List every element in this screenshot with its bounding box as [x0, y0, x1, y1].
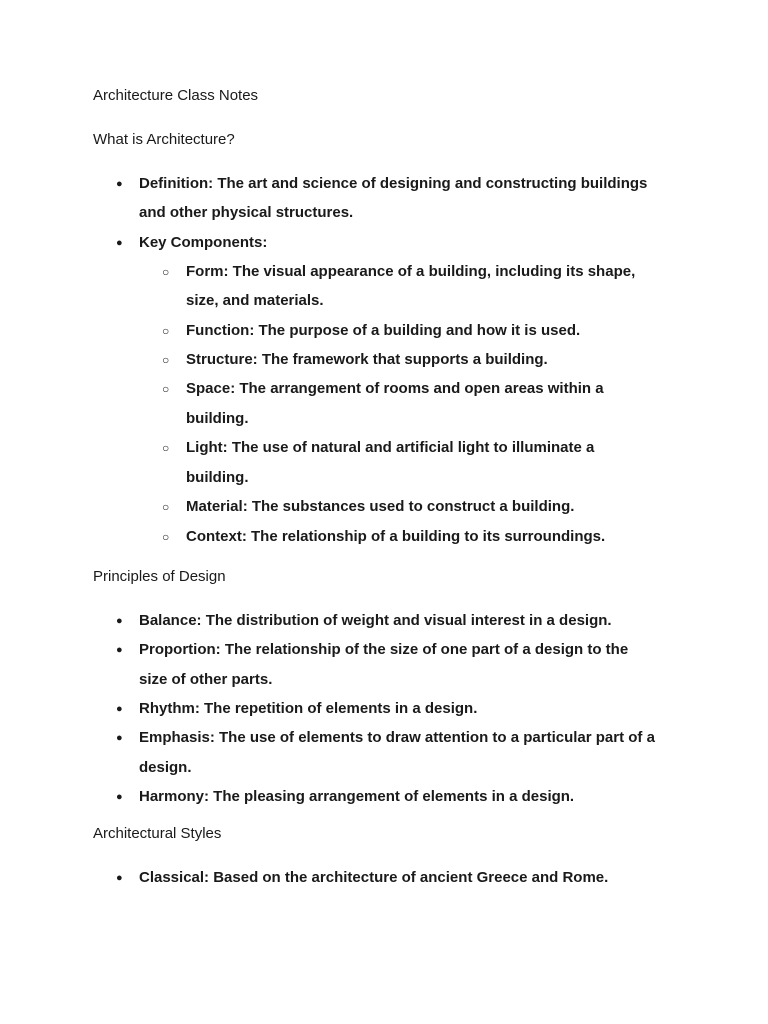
bullet-hollow-icon: ○ [162, 353, 170, 367]
sublist-item-space-cont: building. [186, 410, 249, 427]
bullet-filled-icon: ● [116, 872, 123, 884]
sublist-item-context: Context: The relationship of a building to its surroundings. [186, 528, 606, 545]
section-heading-principles-of-design: Principles of Design [93, 568, 226, 585]
sublist-item-form: Form: The visual appearance of a building, including its shape, [186, 263, 636, 280]
document-title: Architecture Class Notes [93, 87, 259, 104]
bullet-hollow-icon: ○ [162, 382, 170, 396]
bullet-filled-icon: ● [116, 703, 123, 715]
list-item-emphasis-cont: design. [139, 759, 192, 776]
list-item-emphasis: Emphasis: The use of elements to draw attention to a particular part of a [139, 729, 655, 746]
list-item-proportion-cont: size of other parts. [139, 671, 273, 688]
bullet-filled-icon: ● [116, 178, 123, 190]
list-item-definition: Definition: The art and science of designing and constructing buildings [139, 175, 648, 192]
sublist-item-space: Space: The arrangement of rooms and open areas within a [186, 380, 604, 397]
bullet-filled-icon: ● [116, 644, 123, 656]
bullet-filled-icon: ● [116, 732, 123, 744]
sublist-item-form-cont: size, and materials. [186, 292, 324, 309]
list-item-balance: Balance: The distribution of weight and visual interest in a design. [139, 612, 612, 629]
bullet-filled-icon: ● [116, 237, 123, 249]
sublist-item-material: Material: The substances used to construct a building. [186, 498, 575, 515]
bullet-hollow-icon: ○ [162, 530, 170, 544]
list-item-key-components: Key Components: [139, 234, 268, 251]
section-heading-architectural-styles: Architectural Styles [93, 825, 222, 842]
bullet-hollow-icon: ○ [162, 265, 170, 279]
bullet-hollow-icon: ○ [162, 441, 170, 455]
sublist-item-function: Function: The purpose of a building and how it is used. [186, 322, 581, 339]
bullet-filled-icon: ● [116, 791, 123, 803]
bullet-hollow-icon: ○ [162, 500, 170, 514]
list-item-classical: Classical: Based on the architecture of ancient Greece and Rome. [139, 869, 609, 886]
list-item-definition-cont: and other physical structures. [139, 204, 354, 221]
bullet-hollow-icon: ○ [162, 324, 170, 338]
list-item-proportion: Proportion: The relationship of the size of one part of a design to the [139, 641, 629, 658]
list-item-harmony: Harmony: The pleasing arrangement of elements in a design. [139, 788, 575, 805]
section-heading-what-is-architecture: What is Architecture? [93, 131, 235, 148]
list-item-rhythm: Rhythm: The repetition of elements in a design. [139, 700, 478, 717]
sublist-item-structure: Structure: The framework that supports a building. [186, 351, 548, 368]
sublist-item-light-cont: building. [186, 469, 249, 486]
sublist-item-light: Light: The use of natural and artificial light to illuminate a [186, 439, 595, 456]
bullet-filled-icon: ● [116, 615, 123, 627]
